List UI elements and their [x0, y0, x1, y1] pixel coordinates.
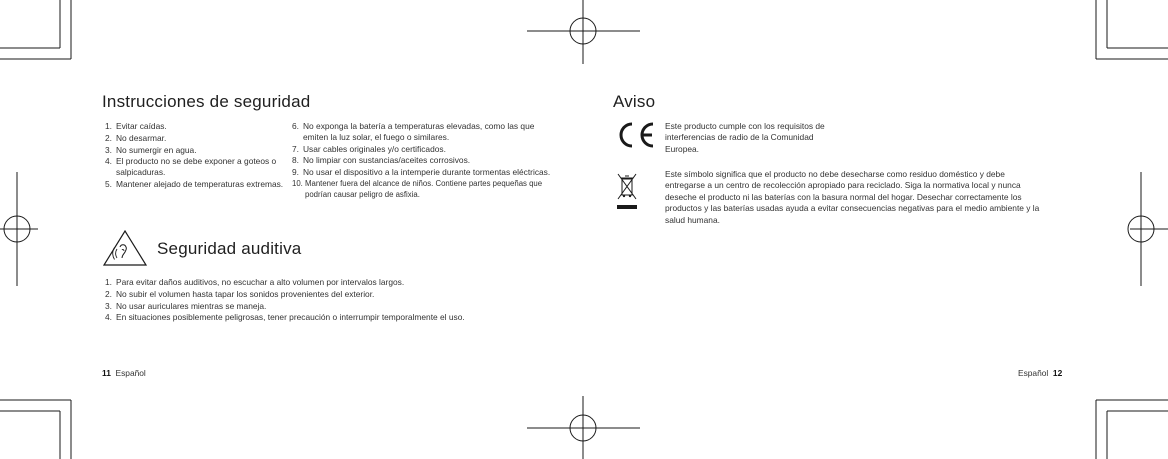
list-item-text: Usar cables originales y/o certificados.	[303, 143, 446, 154]
list-item	[292, 167, 554, 178]
ce-mark-icon	[614, 121, 658, 149]
list-item-number: 8.	[292, 155, 299, 166]
page-number-right: 12	[1052, 368, 1063, 378]
page-language-right: Español	[1018, 368, 1049, 378]
hearing-safety-title: Seguridad auditiva	[157, 239, 302, 258]
weee-text: Este símbolo significa que el producto no debe desecharse como residuo doméstico y debe entregarse a un centro de recolección apropiado para reciclado. Siga la normativa local y nunca deseche el producto ni las baterías con la basura normal del hogar. Desechar correctamente los productos y las baterías usadas ayuda a evitar consecuencias negativas para el medio ambiente y la salud humana.	[665, 169, 1040, 225]
list-item	[292, 121, 554, 143]
list-item-text: No usar el dispositivo a la intemperie durante tormentas eléctricas.	[303, 167, 551, 178]
list-item	[105, 301, 525, 312]
list-item-number: 2.	[105, 288, 112, 299]
list-item-text: No desarmar.	[116, 132, 167, 143]
list-item	[105, 277, 525, 288]
list-item	[105, 156, 285, 178]
list-item-number: 9.	[292, 167, 299, 178]
list-item-text: Mantener alejado de temperaturas extremas.	[116, 178, 284, 189]
list-item-text: Para evitar daños auditivos, no escuchar a alto volumen por intervalos largos.	[116, 277, 405, 287]
list-item	[292, 155, 554, 166]
list-item-number: 2.	[105, 132, 112, 143]
list-item	[292, 144, 554, 155]
hearing-list	[105, 277, 525, 323]
page-footer-right	[1018, 368, 1062, 378]
list-item-text: No usar auriculares mientras se maneja.	[116, 300, 267, 311]
list-item-number: 6.	[292, 121, 299, 131]
list-item-number: 3.	[105, 300, 112, 311]
list-item	[105, 133, 285, 144]
ce-text: Este producto cumple con los requisitos de interferencias de radio de la Comunidad Europea.	[665, 121, 825, 154]
crossed-bin-icon	[614, 171, 640, 213]
list-item	[292, 179, 554, 201]
list-item-number: 7.	[292, 143, 299, 154]
list-item	[105, 145, 285, 156]
list-item-text: No subir el volumen hasta tapar los sonidos provenientes del exterior.	[116, 288, 375, 299]
notice-title: Aviso	[613, 92, 656, 111]
list-item	[105, 179, 285, 190]
list-item	[105, 312, 525, 323]
list-item-text: Evitar caídas.	[116, 121, 167, 131]
list-item-number: 5.	[105, 178, 112, 189]
safety-list-col1	[105, 121, 285, 190]
list-item-text: Mantener fuera del alcance de niños. Contiene partes pequeñas que podrían causar peligro de asfixia.	[305, 178, 543, 199]
list-item-number: 4.	[105, 312, 112, 323]
list-item	[105, 121, 285, 132]
page-language-left: Español	[115, 368, 146, 378]
list-item-text: No limpiar con sustancias/aceites corrosivos.	[303, 155, 471, 166]
list-item	[105, 289, 525, 300]
safety-title: Instrucciones de seguridad	[102, 92, 311, 111]
list-item-number: 1.	[105, 277, 112, 287]
hearing-warning-icon	[102, 229, 148, 267]
list-item-number: 10.	[292, 178, 303, 188]
list-item-text: En situaciones posiblemente peligrosas, tener precaución o interrumpir temporalmente el uso.	[116, 312, 465, 323]
list-item-number: 4.	[105, 156, 112, 167]
list-item-number: 3.	[105, 144, 112, 155]
page-footer-left	[102, 368, 146, 378]
list-item-text: No sumergir en agua.	[116, 144, 197, 155]
safety-list-col2	[292, 121, 554, 201]
list-item-number: 1.	[105, 121, 112, 131]
list-item-text: No exponga la batería a temperaturas elevadas, como las que emiten la luz solar, el fuego o similares.	[303, 121, 535, 142]
list-item-text: El producto no se debe exponer a goteos o salpicaduras.	[116, 156, 277, 178]
page-number-left: 11	[102, 368, 111, 378]
